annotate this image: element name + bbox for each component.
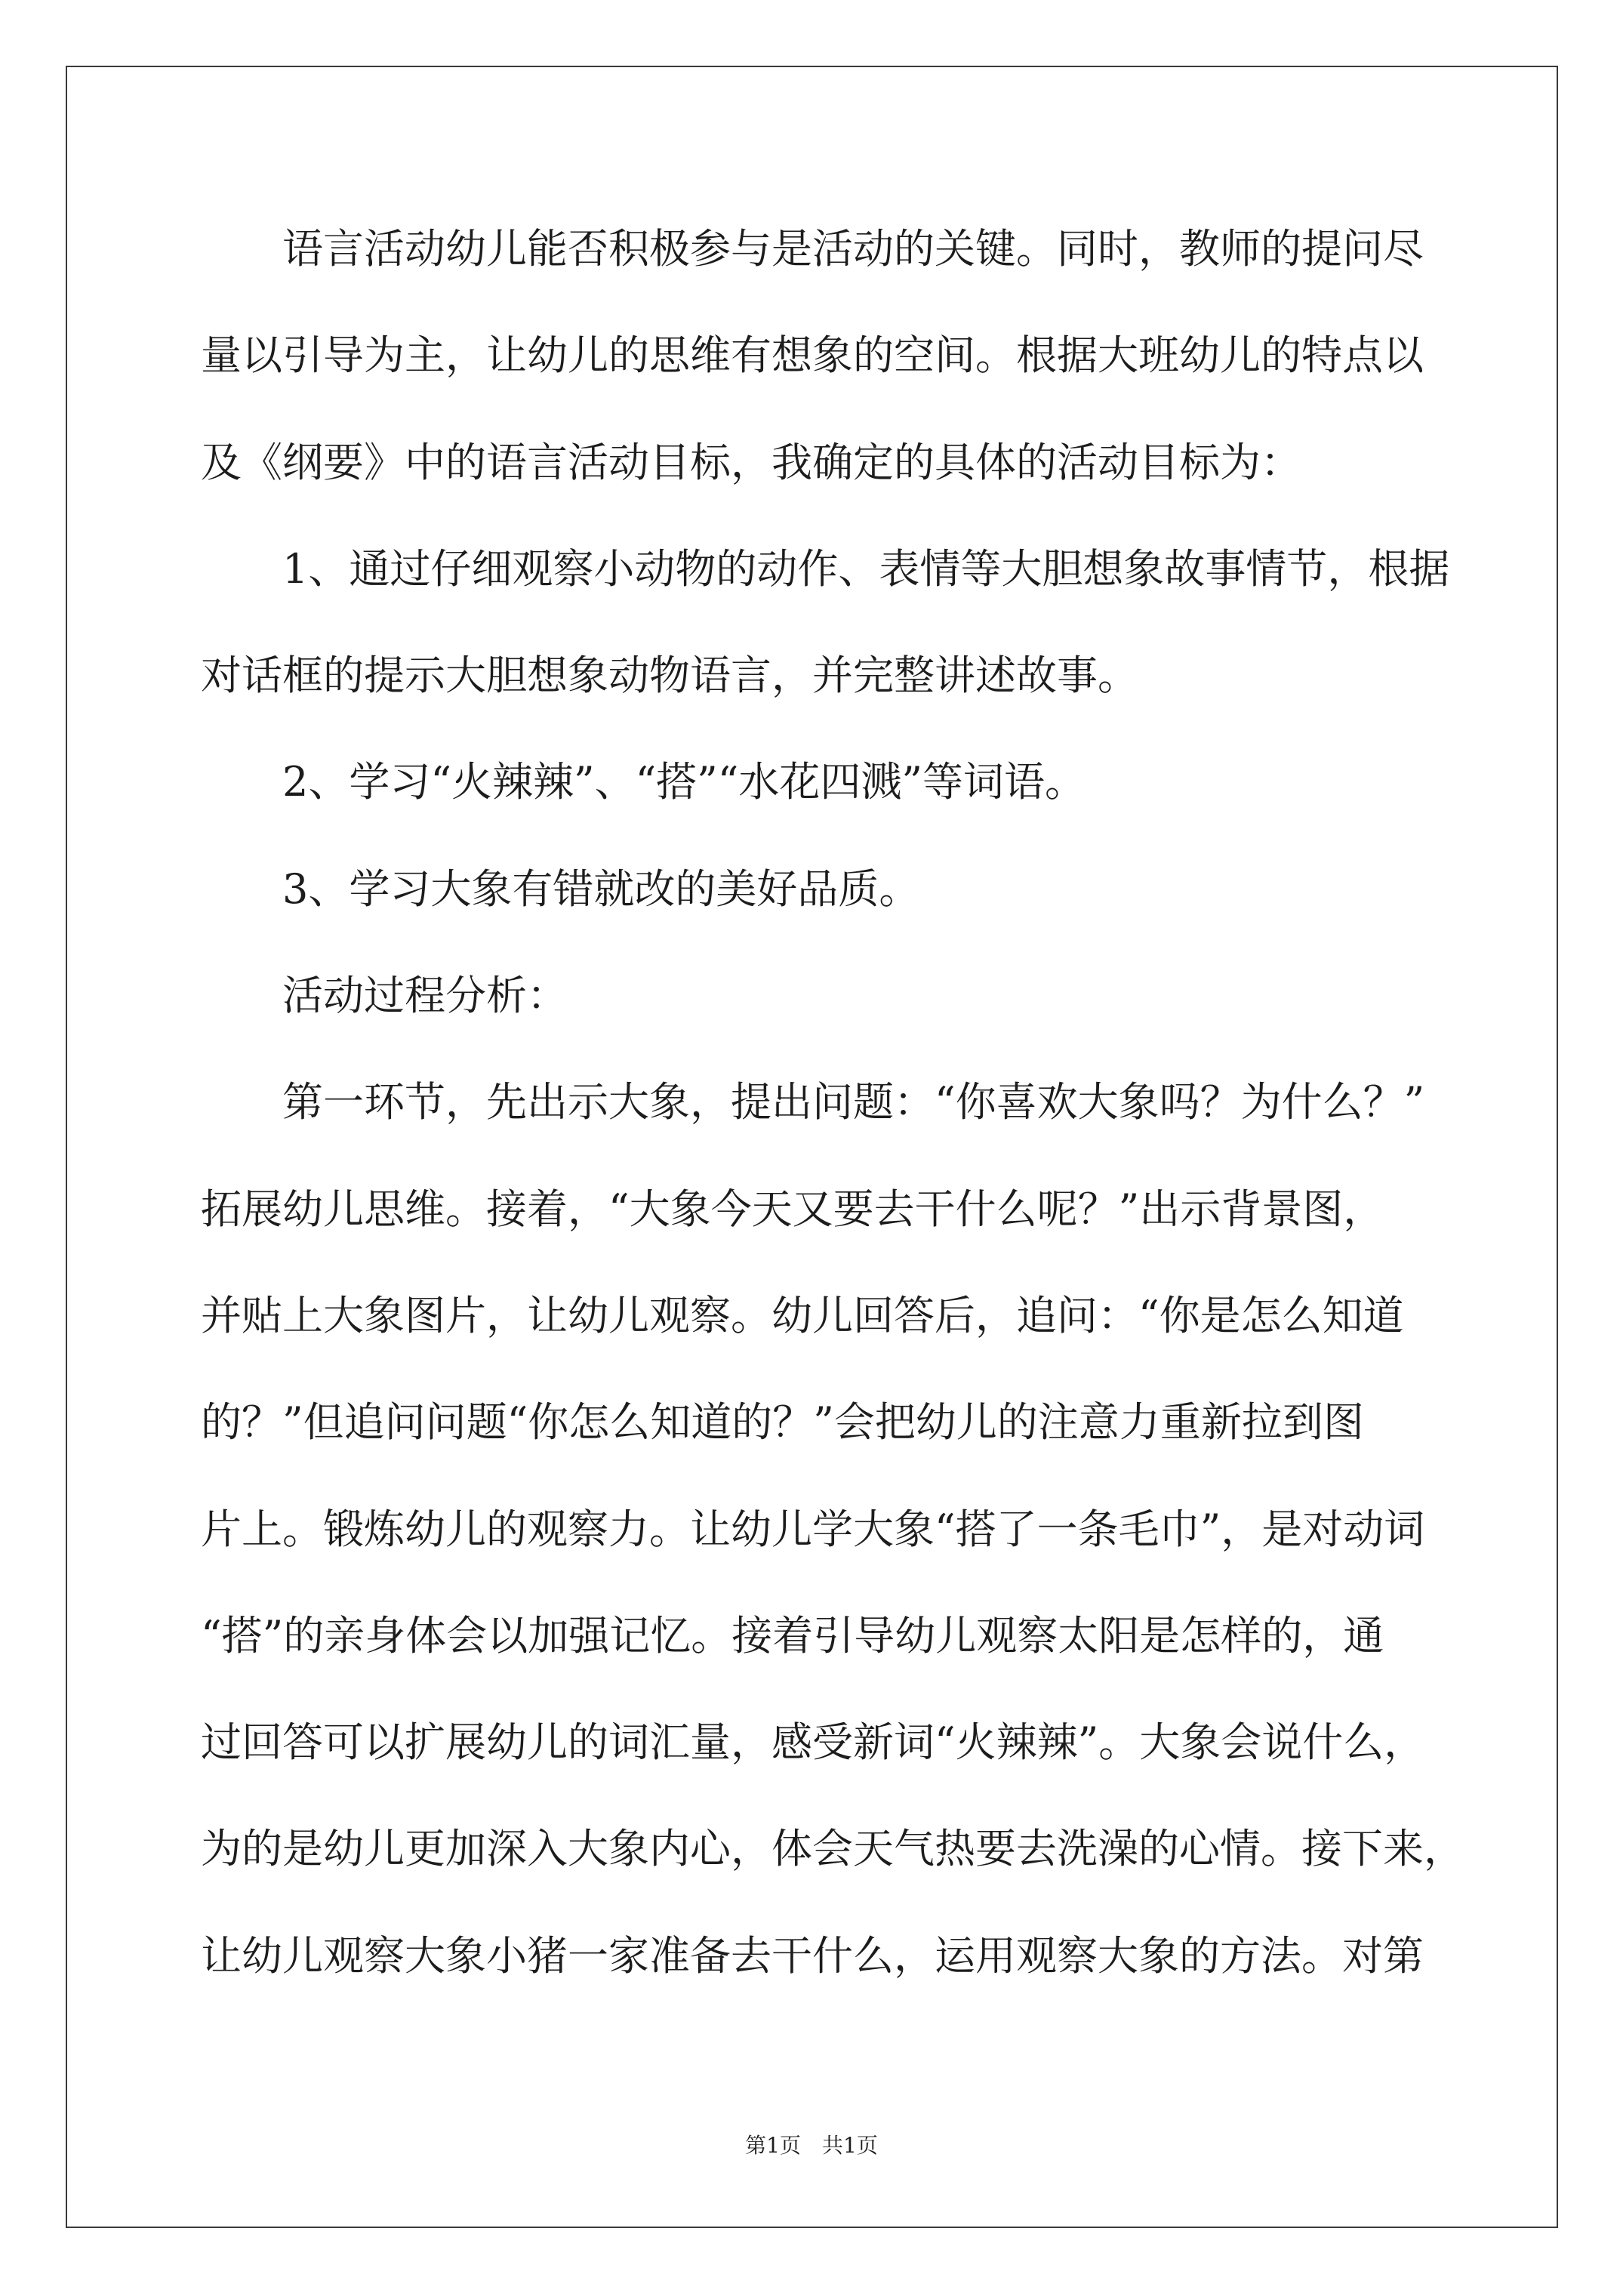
text-line: 1、通过仔细观察小动物的动作、表情等大胆想象故事情节，根据 xyxy=(282,544,1450,593)
text-line: 及《纲要》中的语言活动目标，我确定的具体的活动目标为： xyxy=(201,438,1301,486)
page-number-current: 第1页 xyxy=(745,2133,801,2158)
text-line: 量以引导为主，让幼儿的思维有想象的空间。根据大班幼儿的特点以 xyxy=(201,331,1424,380)
page-number-total: 共1页 xyxy=(822,2133,878,2158)
section-heading-process xyxy=(201,942,1484,1049)
text-line: 过回答可以扩展幼儿的词汇量，感受新词“火辣辣”。大象会说什么， xyxy=(201,1718,1425,1767)
text-line: 为的是幼儿更加深入大象内心，体会天气热要去洗澡的心情。接下来， xyxy=(201,1825,1464,1873)
text-line: 片上。锻炼幼儿的观察力。让幼儿学大象“搭了一条毛巾”，是对动词 xyxy=(201,1505,1425,1553)
text-line: 的？”但追问问题“你怎么知道的？”会把幼儿的注意力重新拉到图 xyxy=(201,1398,1364,1447)
text-line: “搭”的亲身体会以加强记忆。接着引导幼儿观察太阳是怎样的，通 xyxy=(201,1611,1384,1660)
text-line: 活动过程分析： xyxy=(282,972,568,1020)
page-footer xyxy=(0,2131,1623,2161)
text-line: 2、学习“火辣辣”、“搭”“水花四溅”等词语。 xyxy=(282,758,1086,806)
text-line: 3、学习大象有错就改的美好品质。 xyxy=(282,864,920,913)
text-line: 第一环节，先出示大象，提出问题：“你喜欢大象吗？为什么？” xyxy=(282,1078,1425,1126)
text-line: 对话框的提示大胆想象动物语言，并完整讲述故事。 xyxy=(201,652,1138,700)
paragraph-first-step xyxy=(201,1049,1484,2009)
document-body xyxy=(201,196,1484,2009)
paragraph-goal-1 xyxy=(201,516,1484,729)
text-line: 并贴上大象图片，让幼儿观察。幼儿回答后，追问：“你是怎么知道 xyxy=(201,1291,1404,1339)
paragraph-goal-3 xyxy=(201,836,1484,942)
paragraph-intro xyxy=(201,196,1484,516)
paragraph-goal-2 xyxy=(201,729,1484,835)
text-line: 让幼儿观察大象小猪一家准备去干什么，运用观察大象的方法。对第 xyxy=(201,1931,1424,1980)
text-line: 拓展幼儿思维。接着，“大象今天又要去干什么呢？”出示背景图， xyxy=(201,1185,1384,1233)
text-line: 语言活动幼儿能否积极参与是活动的关键。同时，教师的提问尽 xyxy=(282,225,1424,273)
